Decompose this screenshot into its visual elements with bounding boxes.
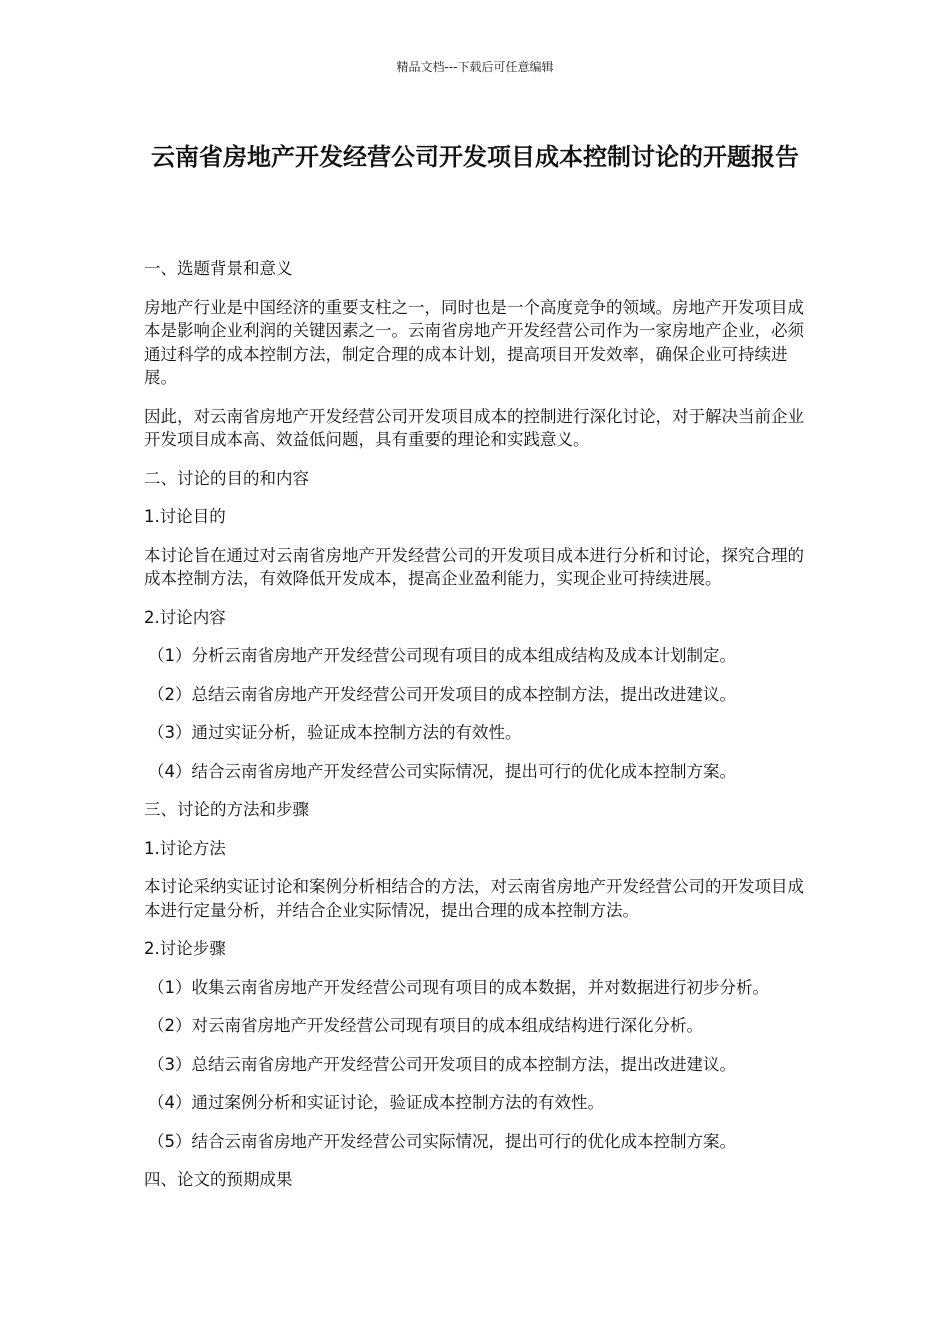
section-heading: 二、讨论的目的和内容 [144,468,309,488]
list-item: （3）通过实证分析，验证成本控制方法的有效性。 [148,723,522,742]
body-paragraph: 本讨论采纳实证讨论和案例分析相结合的方法，对云南省房地产开发经营公司的开发项目成本进行定量分析，并结合企业实际情况，提出合理的成本控制方法。 [144,877,804,920]
subsection-heading: 2.讨论步骤 [144,939,226,958]
list-item: （2）总结云南省房地产开发经营公司开发项目的成本控制方法，提出改进建议。 [148,684,736,704]
list-item: （4）通过案例分析和实证讨论，验证成本控制方法的有效性。 [148,1093,604,1112]
section-heading: 一、选题背景和意义 [144,259,293,278]
document-title: 云南省房地产开发经营公司开发项目成本控制讨论的开题报告 [151,143,799,171]
subsection-heading: 2.讨论内容 [144,607,226,627]
list-item: （3）总结云南省房地产开发经营公司开发项目的成本控制方法，提出改进建议。 [148,1054,736,1074]
list-item: （5）结合云南省房地产开发经营公司实际情况，提出可行的优化成本控制方案。 [148,1131,736,1151]
body-paragraph: 房地产行业是中国经济的重要支柱之一，同时也是一个高度竞争的领域。房地产开发项目成本是影响企业利润的关键因素之一。云南省房地产开发经营公司作为一家房地产企业，必须通过科学的成本控制方法，制定合理的成本计划，提高项目开发效率，确保企业可持续进展。 [144,297,804,387]
section-heading: 三、讨论的方法和步骤 [144,800,309,819]
section-heading: 四、论文的预期成果 [144,1170,293,1189]
subsection-heading: 1.讨论目的 [144,507,226,526]
header-note: 精品文档---下载后可任意编辑 [396,60,554,74]
subsection-heading: 1.讨论方法 [144,838,226,858]
list-item: （4）结合云南省房地产开发经营公司实际情况，提出可行的优化成本控制方案。 [148,761,736,781]
list-item: （1）收集云南省房地产开发经营公司现有项目的成本数据，并对数据进行初步分析。 [148,977,769,997]
list-item: （2）对云南省房地产开发经营公司现有项目的成本组成结构进行深化分析。 [148,1016,703,1035]
body-paragraph: 因此，对云南省房地产开发经营公司开发项目成本的控制进行深化讨论，对于解决当前企业开发项目成本高、效益低问题，具有重要的理论和实践意义。 [144,406,804,449]
body-paragraph: 本讨论旨在通过对云南省房地产开发经营公司的开发项目成本进行分析和讨论，探究合理的成本控制方法，有效降低开发成本，提高企业盈利能力，实现企业可持续进展。 [144,545,804,588]
list-item: （1）分析云南省房地产开发经营公司现有项目的成本组成结构及成本计划制定。 [148,646,736,665]
document-body [144,257,809,1207]
